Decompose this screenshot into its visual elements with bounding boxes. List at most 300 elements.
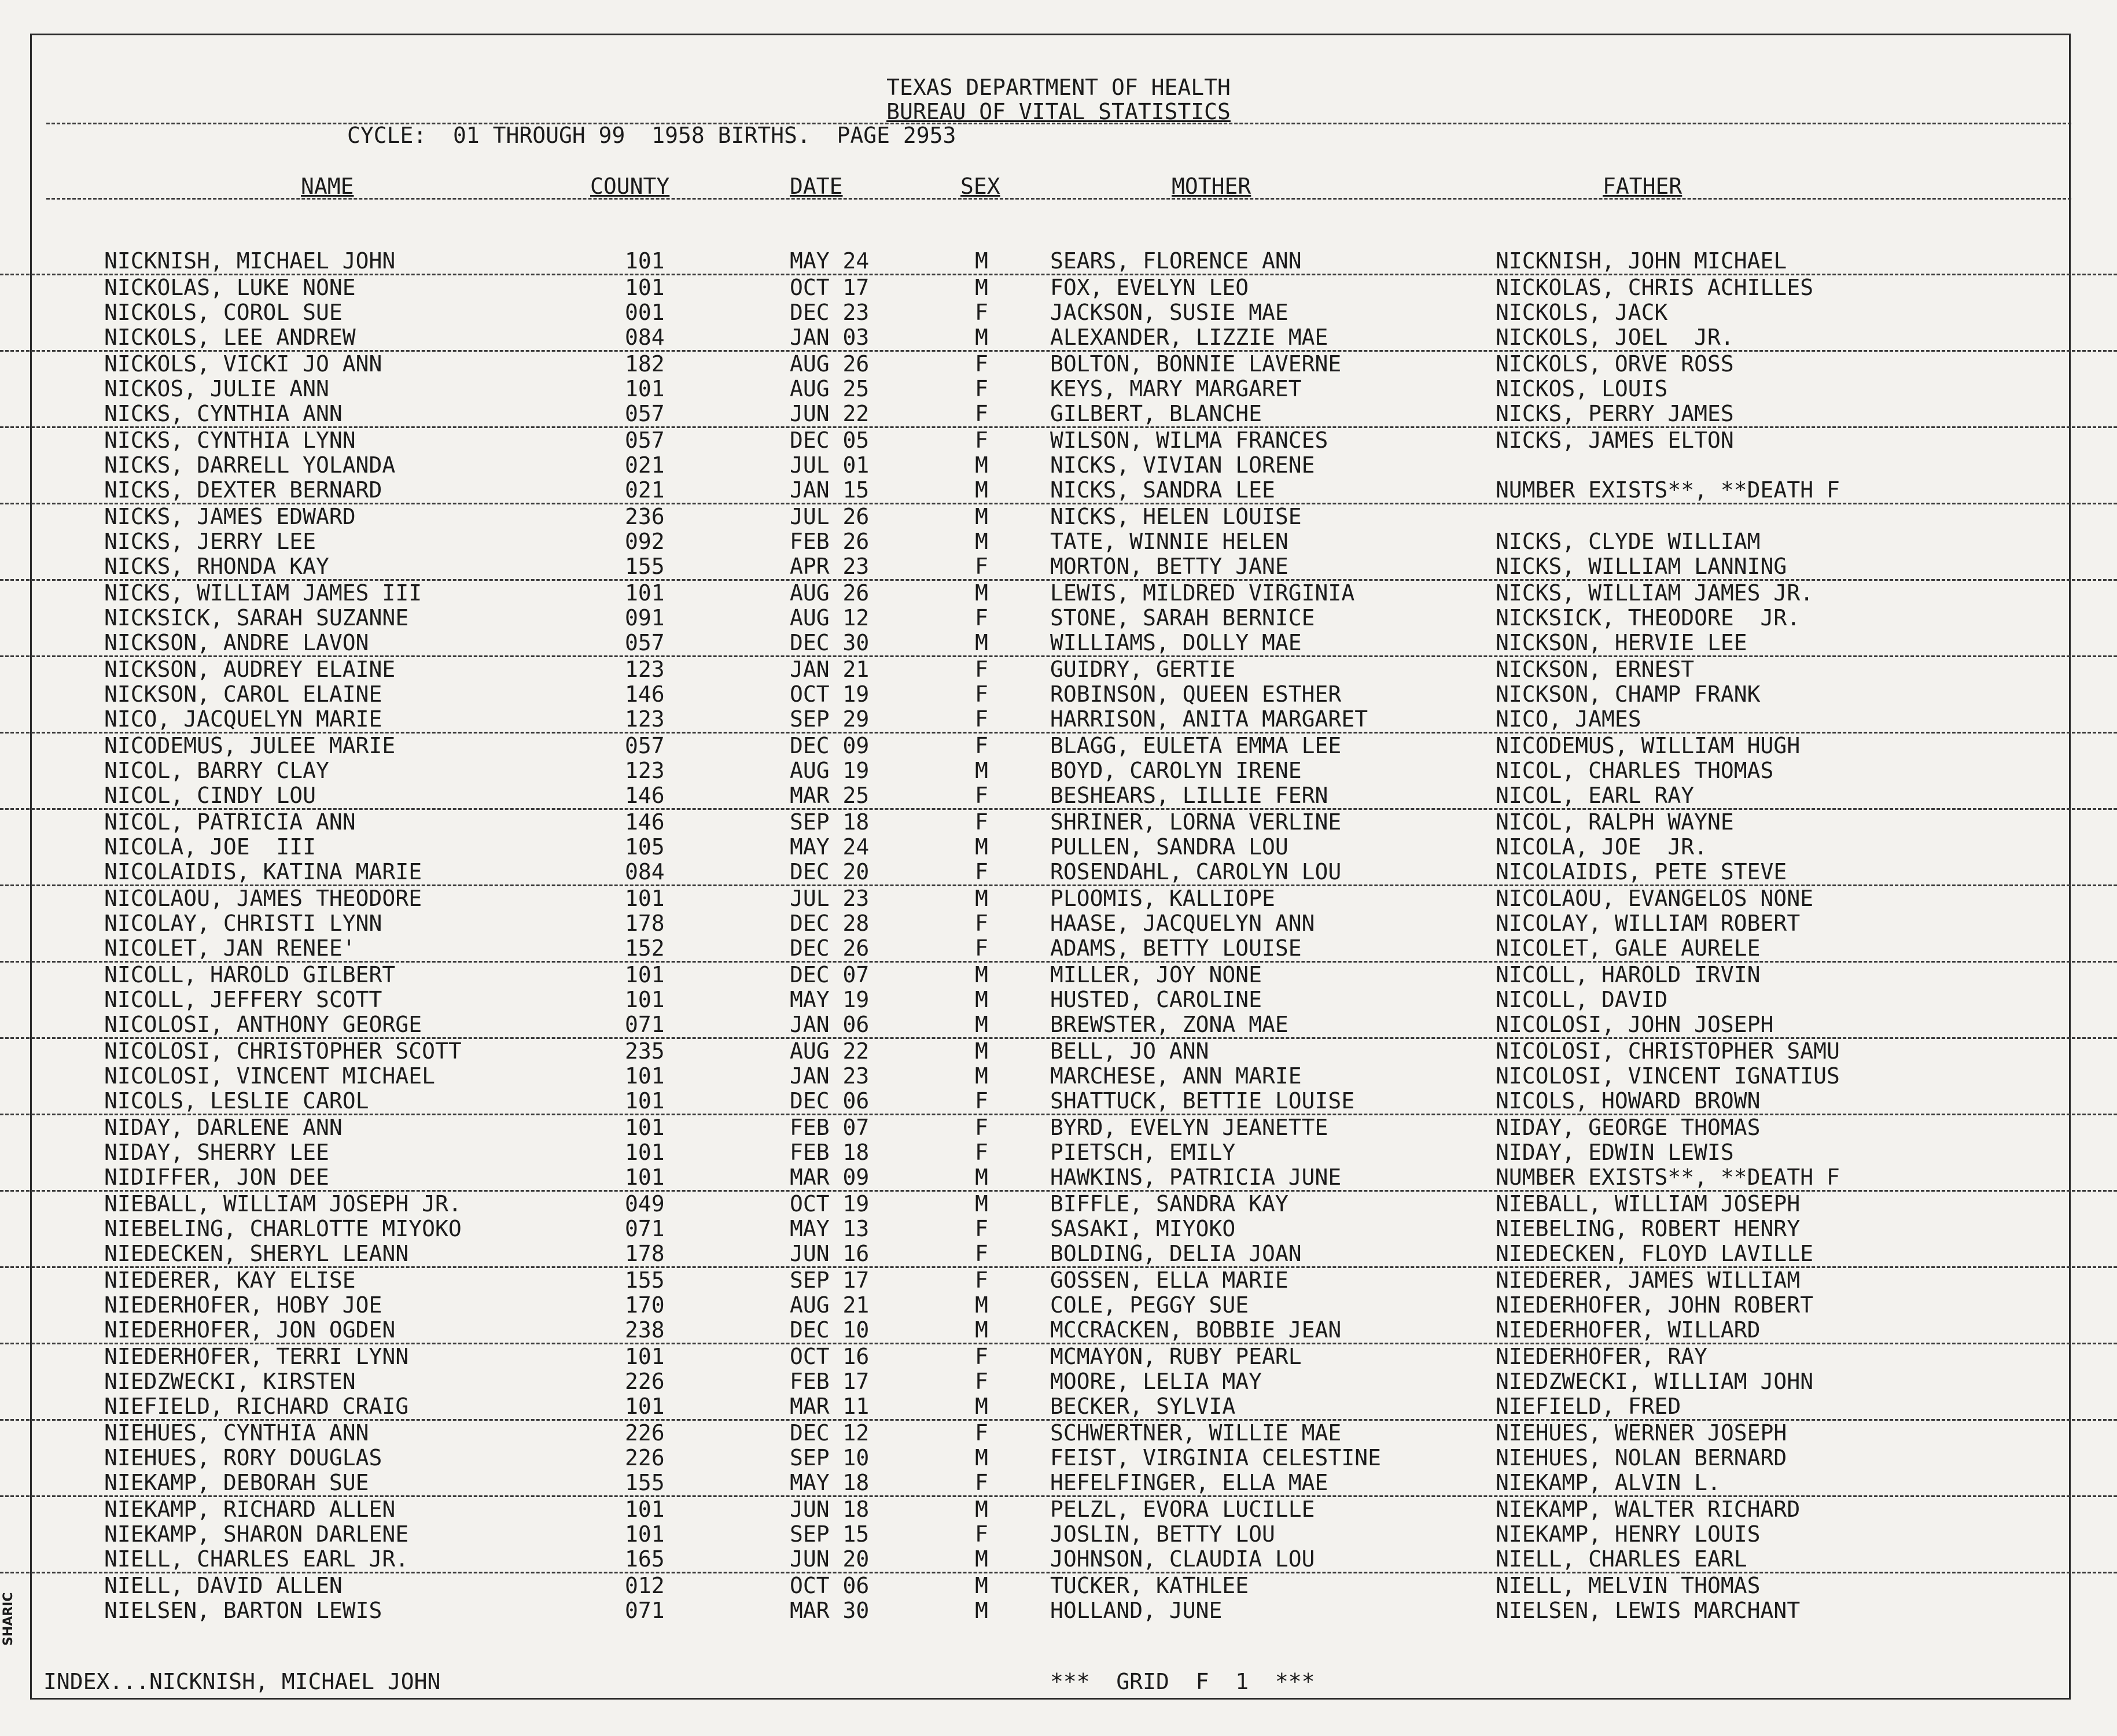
cell-name: NICKOLS, LEE ANDREW bbox=[104, 325, 356, 350]
cell-date: DEC 06 bbox=[790, 1088, 870, 1114]
cell-mother: HAWKINS, PATRICIA JUNE bbox=[1050, 1164, 1342, 1190]
table-row bbox=[0, 886, 2117, 911]
cell-date: AUG 21 bbox=[790, 1292, 870, 1318]
cell-date: AUG 26 bbox=[790, 351, 870, 377]
cell-mother: HUSTED, CAROLINE bbox=[1050, 987, 1262, 1012]
header-bureau: BUREAU OF VITAL STATISTICS bbox=[886, 99, 1231, 124]
cell-county: 123 bbox=[625, 706, 665, 732]
table-row bbox=[0, 657, 2117, 682]
cell-name: NIEKAMP, DEBORAH SUE bbox=[104, 1470, 369, 1495]
cell-father: NICOL, CHARLES THOMAS bbox=[1496, 758, 1774, 783]
cell-mother: BOLDING, DELIA JOAN bbox=[1050, 1241, 1302, 1266]
cell-county: 101 bbox=[625, 962, 665, 987]
cell-sex: F bbox=[975, 1470, 988, 1495]
cell-date: JUN 18 bbox=[790, 1497, 870, 1522]
cell-mother: JACKSON, SUSIE MAE bbox=[1050, 300, 1288, 325]
cell-father: NIELSEN, LEWIS MARCHANT bbox=[1496, 1598, 1801, 1623]
cell-county: 123 bbox=[625, 758, 665, 783]
cell-date: MAY 24 bbox=[790, 834, 870, 860]
cell-county: 101 bbox=[625, 1164, 665, 1190]
cell-date: MAY 19 bbox=[790, 987, 870, 1012]
cell-name: NIEDERHOFER, TERRI LYNN bbox=[104, 1344, 409, 1369]
cell-county: 170 bbox=[625, 1292, 665, 1318]
cell-mother: NICKS, SANDRA LEE bbox=[1050, 477, 1275, 503]
cell-date: SEP 10 bbox=[790, 1445, 870, 1470]
cell-name: NICKOLS, COROL SUE bbox=[104, 300, 343, 325]
table-row bbox=[0, 1421, 2117, 1446]
cell-date: DEC 05 bbox=[790, 427, 870, 453]
cell-name: NIEDZWECKI, KIRSTEN bbox=[104, 1369, 356, 1394]
cell-county: 057 bbox=[625, 733, 665, 758]
table-row bbox=[0, 1039, 2117, 1064]
cell-father: NICOLAOU, EVANGELOS NONE bbox=[1496, 886, 1814, 911]
cell-father: NIEKAMP, HENRY LOUIS bbox=[1496, 1521, 1761, 1547]
cell-sex: F bbox=[975, 1420, 988, 1446]
cell-mother: PIETSCH, EMILY bbox=[1050, 1140, 1236, 1165]
table-row bbox=[0, 352, 2117, 377]
cell-county: 182 bbox=[625, 351, 665, 377]
cell-sex: M bbox=[975, 325, 988, 350]
cell-county: 071 bbox=[625, 1012, 665, 1037]
cell-sex: F bbox=[975, 911, 988, 936]
cell-father: NIEKAMP, WALTER RICHARD bbox=[1496, 1497, 1801, 1522]
table-row bbox=[0, 1470, 2117, 1497]
cell-county: 057 bbox=[625, 401, 665, 426]
cell-date: JAN 03 bbox=[790, 325, 870, 350]
cell-date: MAR 11 bbox=[790, 1394, 870, 1419]
cell-name: NICOLA, JOE III bbox=[104, 834, 316, 860]
cell-date: MAY 18 bbox=[790, 1470, 870, 1495]
cell-date: JUL 26 bbox=[790, 504, 870, 529]
table-row bbox=[0, 963, 2117, 987]
cell-mother: BELL, JO ANN bbox=[1050, 1038, 1209, 1064]
cell-mother: MARCHESE, ANN MARIE bbox=[1050, 1063, 1302, 1089]
cell-sex: F bbox=[975, 1369, 988, 1394]
cell-mother: FOX, EVELYN LEO bbox=[1050, 275, 1249, 300]
table-row bbox=[0, 1497, 2117, 1522]
cell-father: NIEBALL, WILLIAM JOSEPH bbox=[1496, 1191, 1801, 1217]
cell-name: NIEHUES, RORY DOUGLAS bbox=[104, 1445, 382, 1470]
cell-date: JUN 16 bbox=[790, 1241, 870, 1266]
cell-sex: F bbox=[975, 554, 988, 579]
cell-father: NIDAY, GEORGE THOMAS bbox=[1496, 1115, 1761, 1140]
table-row bbox=[0, 1165, 2117, 1192]
cell-father: NICOLL, DAVID bbox=[1496, 987, 1668, 1012]
cell-father: NICKSON, ERNEST bbox=[1496, 657, 1695, 682]
cell-county: 049 bbox=[625, 1191, 665, 1217]
cell-mother: ROSENDAHL, CAROLYN LOU bbox=[1050, 859, 1342, 884]
cell-name: NIEDERHOFER, JON OGDEN bbox=[104, 1317, 396, 1343]
cell-date: FEB 26 bbox=[790, 529, 870, 554]
table-row bbox=[0, 1241, 2117, 1268]
cell-father: NICOLL, HAROLD IRVIN bbox=[1496, 962, 1761, 987]
table-row bbox=[0, 300, 2117, 325]
cell-mother: FEIST, VIRGINIA CELESTINE bbox=[1050, 1445, 1381, 1470]
cell-name: NICOLL, HAROLD GILBERT bbox=[104, 962, 396, 987]
cell-mother: WILLIAMS, DOLLY MAE bbox=[1050, 630, 1302, 655]
cell-county: 226 bbox=[625, 1420, 665, 1446]
cell-sex: M bbox=[975, 758, 988, 783]
cell-name: NICKS, DEXTER BERNARD bbox=[104, 477, 382, 503]
table-row bbox=[0, 453, 2117, 478]
cell-county: 021 bbox=[625, 452, 665, 478]
cell-sex: F bbox=[975, 605, 988, 631]
cell-county: 071 bbox=[625, 1216, 665, 1241]
cell-county: 146 bbox=[625, 783, 665, 808]
cell-father: NICOLA, JOE JR. bbox=[1496, 834, 1708, 860]
cell-date: DEC 20 bbox=[790, 859, 870, 884]
cell-mother: HAASE, JACQUELYN ANN bbox=[1050, 911, 1315, 936]
cell-county: 238 bbox=[625, 1317, 665, 1343]
cell-father: NICOLET, GALE AURELE bbox=[1496, 935, 1761, 961]
cell-sex: M bbox=[975, 504, 988, 529]
cell-sex: M bbox=[975, 1394, 988, 1419]
cell-date: AUG 12 bbox=[790, 605, 870, 631]
cell-sex: F bbox=[975, 300, 988, 325]
cell-name: NICOLAOU, JAMES THEODORE bbox=[104, 886, 422, 911]
cell-name: NICOLOSI, VINCENT MICHAEL bbox=[104, 1063, 435, 1089]
table-row bbox=[0, 707, 2117, 734]
cell-mother: SHRINER, LORNA VERLINE bbox=[1050, 809, 1342, 835]
table-row bbox=[0, 1115, 2117, 1140]
cell-name: NIEHUES, CYNTHIA ANN bbox=[104, 1420, 369, 1446]
cell-name: NIEKAMP, RICHARD ALLEN bbox=[104, 1497, 396, 1522]
table-row bbox=[0, 911, 2117, 936]
cell-name: NICKS, RHONDA KAY bbox=[104, 554, 329, 579]
cell-mother: GILBERT, BLANCHE bbox=[1050, 401, 1262, 426]
cell-county: 178 bbox=[625, 911, 665, 936]
cell-date: SEP 15 bbox=[790, 1521, 870, 1547]
cell-mother: PELZL, EVORA LUCILLE bbox=[1050, 1497, 1315, 1522]
cell-father: NICKSON, HERVIE LEE bbox=[1496, 630, 1747, 655]
cell-father: NICKNISH, JOHN MICHAEL bbox=[1496, 248, 1787, 274]
cell-name: NICKNISH, MICHAEL JOHN bbox=[104, 248, 396, 274]
cell-father: NIEHUES, WERNER JOSEPH bbox=[1496, 1420, 1787, 1446]
cell-father: NICOL, RALPH WAYNE bbox=[1496, 809, 1734, 835]
cell-county: 101 bbox=[625, 580, 665, 606]
cell-date: FEB 17 bbox=[790, 1369, 870, 1394]
table-row bbox=[0, 1547, 2117, 1573]
table-row bbox=[0, 734, 2117, 758]
table-row bbox=[0, 478, 2117, 504]
side-mark: SHARIC bbox=[1, 1592, 16, 1646]
cell-county: 178 bbox=[625, 1241, 665, 1266]
cell-county: 101 bbox=[625, 1497, 665, 1522]
table-row bbox=[0, 504, 2117, 529]
cell-county: 101 bbox=[625, 886, 665, 911]
cell-sex: F bbox=[975, 427, 988, 453]
cell-date: AUG 19 bbox=[790, 758, 870, 783]
cell-county: 057 bbox=[625, 427, 665, 453]
cell-father: NICKOS, LOUIS bbox=[1496, 376, 1668, 401]
cell-county: 226 bbox=[625, 1369, 665, 1394]
cell-mother: MCCRACKEN, BOBBIE JEAN bbox=[1050, 1317, 1342, 1343]
cell-name: NIDAY, SHERRY LEE bbox=[104, 1140, 329, 1165]
cell-date: FEB 18 bbox=[790, 1140, 870, 1165]
cell-father: NICKS, JAMES ELTON bbox=[1496, 427, 1734, 453]
cell-name: NIEBELING, CHARLOTTE MIYOKO bbox=[104, 1216, 462, 1241]
cell-mother: NICKS, HELEN LOUISE bbox=[1050, 504, 1302, 529]
cell-date: JAN 21 bbox=[790, 657, 870, 682]
cell-mother: BYRD, EVELYN JEANETTE bbox=[1050, 1115, 1328, 1140]
cell-name: NICOLAIDIS, KATINA MARIE bbox=[104, 859, 422, 884]
cell-sex: M bbox=[975, 1191, 988, 1217]
cell-sex: M bbox=[975, 529, 988, 554]
cell-father: NICKS, WILLIAM LANNING bbox=[1496, 554, 1787, 579]
cell-father: NICOLOSI, CHRISTOPHER SAMU bbox=[1496, 1038, 1840, 1064]
table-row bbox=[0, 1064, 2117, 1089]
cell-sex: F bbox=[975, 1267, 988, 1293]
cell-sex: M bbox=[975, 248, 988, 274]
cell-date: DEC 10 bbox=[790, 1317, 870, 1343]
table-row bbox=[0, 325, 2117, 352]
cell-sex: F bbox=[975, 1521, 988, 1547]
table-row bbox=[0, 1268, 2117, 1293]
cell-mother: LEWIS, MILDRED VIRGINIA bbox=[1050, 580, 1355, 606]
cell-name: NICKSICK, SARAH SUZANNE bbox=[104, 605, 409, 631]
cell-sex: M bbox=[975, 1317, 988, 1343]
cell-father: NICOLOSI, VINCENT IGNATIUS bbox=[1496, 1063, 1840, 1089]
cell-father: NICKS, PERRY JAMES bbox=[1496, 401, 1734, 426]
cell-county: 084 bbox=[625, 859, 665, 884]
cell-name: NIEDERHOFER, HOBY JOE bbox=[104, 1292, 382, 1318]
cell-county: 071 bbox=[625, 1598, 665, 1623]
cell-mother: JOSLIN, BETTY LOU bbox=[1050, 1521, 1275, 1547]
cell-date: SEP 17 bbox=[790, 1267, 870, 1293]
cell-mother: MCMAYON, RUBY PEARL bbox=[1050, 1344, 1302, 1369]
cell-mother: KEYS, MARY MARGARET bbox=[1050, 376, 1302, 401]
cell-sex: F bbox=[975, 1241, 988, 1266]
cell-county: 101 bbox=[625, 1063, 665, 1089]
cell-mother: ALEXANDER, LIZZIE MAE bbox=[1050, 325, 1328, 350]
table-row bbox=[0, 377, 2117, 401]
cell-father: NICOLAIDIS, PETE STEVE bbox=[1496, 859, 1787, 884]
cell-mother: HOLLAND, JUNE bbox=[1050, 1598, 1223, 1623]
cell-sex: M bbox=[975, 1063, 988, 1089]
cell-sex: F bbox=[975, 733, 988, 758]
cell-name: NICOLS, LESLIE CAROL bbox=[104, 1088, 369, 1114]
cell-county: 155 bbox=[625, 1267, 665, 1293]
table-row bbox=[0, 1522, 2117, 1547]
cell-mother: BLAGG, EULETA EMMA LEE bbox=[1050, 733, 1342, 758]
table-row bbox=[0, 606, 2117, 631]
cell-mother: PLOOMIS, KALLIOPE bbox=[1050, 886, 1275, 911]
cell-county: 146 bbox=[625, 681, 665, 707]
cell-date: DEC 09 bbox=[790, 733, 870, 758]
table-row bbox=[0, 810, 2117, 835]
cell-date: MAY 13 bbox=[790, 1216, 870, 1241]
cell-father: NUMBER EXISTS**, **DEATH F bbox=[1496, 477, 1840, 503]
table-row bbox=[0, 249, 2117, 275]
cell-father: NIEDERHOFER, JOHN ROBERT bbox=[1496, 1292, 1814, 1318]
cell-county: 165 bbox=[625, 1546, 665, 1572]
cell-sex: M bbox=[975, 1012, 988, 1037]
cell-date: OCT 16 bbox=[790, 1344, 870, 1369]
cell-date: JAN 23 bbox=[790, 1063, 870, 1089]
cell-sex: F bbox=[975, 1088, 988, 1114]
cell-mother: MILLER, JOY NONE bbox=[1050, 962, 1262, 987]
cell-sex: M bbox=[975, 275, 988, 300]
cell-name: NICKOLAS, LUKE NONE bbox=[104, 275, 356, 300]
cell-county: 084 bbox=[625, 325, 665, 350]
cell-name: NIEBALL, WILLIAM JOSEPH JR. bbox=[104, 1191, 462, 1217]
cell-county: 155 bbox=[625, 554, 665, 579]
cell-father: NIEHUES, NOLAN BERNARD bbox=[1496, 1445, 1787, 1470]
table-row bbox=[0, 682, 2117, 707]
cell-sex: M bbox=[975, 987, 988, 1012]
cell-mother: MOORE, LELIA MAY bbox=[1050, 1369, 1262, 1394]
cell-father: NIDAY, EDWIN LEWIS bbox=[1496, 1140, 1734, 1165]
cell-date: JUN 22 bbox=[790, 401, 870, 426]
cell-county: 101 bbox=[625, 987, 665, 1012]
cell-sex: M bbox=[975, 477, 988, 503]
cell-county: 101 bbox=[625, 1140, 665, 1165]
cell-county: 105 bbox=[625, 834, 665, 860]
cell-mother: ADAMS, BETTY LOUISE bbox=[1050, 935, 1302, 961]
cell-county: 012 bbox=[625, 1573, 665, 1598]
table-row bbox=[0, 631, 2117, 657]
table-row bbox=[0, 1369, 2117, 1394]
footer-index: INDEX...NICKNISH, MICHAEL JOHN bbox=[43, 1669, 441, 1694]
cell-date: APR 23 bbox=[790, 554, 870, 579]
cell-date: DEC 26 bbox=[790, 935, 870, 961]
cell-sex: M bbox=[975, 452, 988, 478]
cell-name: NIELL, CHARLES EARL JR. bbox=[104, 1546, 409, 1572]
cell-sex: F bbox=[975, 401, 988, 426]
cell-name: NICODEMUS, JULEE MARIE bbox=[104, 733, 396, 758]
cell-father: NIEDERHOFER, RAY bbox=[1496, 1344, 1708, 1369]
cell-name: NICOLL, JEFFERY SCOTT bbox=[104, 987, 382, 1012]
cell-mother: COLE, PEGGY SUE bbox=[1050, 1292, 1249, 1318]
cell-father: NICKS, WILLIAM JAMES JR. bbox=[1496, 580, 1814, 606]
cell-date: MAR 25 bbox=[790, 783, 870, 808]
cell-date: OCT 17 bbox=[790, 275, 870, 300]
table-row bbox=[0, 1394, 2117, 1421]
cell-date: JAN 15 bbox=[790, 477, 870, 503]
cell-county: 235 bbox=[625, 1038, 665, 1064]
cell-mother: HEFELFINGER, ELLA MAE bbox=[1050, 1470, 1328, 1495]
column-header-mother: MOTHER bbox=[1172, 174, 1251, 199]
cell-name: NIDIFFER, JON DEE bbox=[104, 1164, 329, 1190]
cell-name: NICOL, CINDY LOU bbox=[104, 783, 316, 808]
table-row bbox=[0, 1089, 2117, 1115]
cell-date: JUN 20 bbox=[790, 1546, 870, 1572]
cell-father: NIEFIELD, FRED bbox=[1496, 1394, 1681, 1419]
cell-sex: M bbox=[975, 1292, 988, 1318]
cell-date: FEB 07 bbox=[790, 1115, 870, 1140]
cell-sex: F bbox=[975, 706, 988, 732]
cell-sex: M bbox=[975, 630, 988, 655]
cell-sex: M bbox=[975, 1598, 988, 1623]
cell-sex: F bbox=[975, 809, 988, 835]
table-row bbox=[0, 1192, 2117, 1217]
table-row bbox=[0, 1344, 2117, 1369]
cell-sex: M bbox=[975, 1573, 988, 1598]
cell-county: 001 bbox=[625, 300, 665, 325]
cell-county: 101 bbox=[625, 1394, 665, 1419]
divider bbox=[46, 198, 2071, 200]
cell-father: NICKOLAS, CHRIS ACHILLES bbox=[1496, 275, 1814, 300]
cell-date: DEC 28 bbox=[790, 911, 870, 936]
cell-name: NICOLET, JAN RENEE' bbox=[104, 935, 356, 961]
cell-name: NICKS, JERRY LEE bbox=[104, 529, 316, 554]
cell-county: 123 bbox=[625, 657, 665, 682]
cell-father: NIEBELING, ROBERT HENRY bbox=[1496, 1216, 1801, 1241]
cell-sex: M bbox=[975, 1445, 988, 1470]
table-row bbox=[0, 1598, 2117, 1623]
cell-name: NIELL, DAVID ALLEN bbox=[104, 1573, 343, 1598]
cell-name: NICKS, CYNTHIA LYNN bbox=[104, 427, 356, 453]
cell-sex: F bbox=[975, 935, 988, 961]
column-header-father: FATHER bbox=[1603, 174, 1682, 199]
cell-mother: MORTON, BETTY JANE bbox=[1050, 554, 1288, 579]
cell-name: NICOLOSI, ANTHONY GEORGE bbox=[104, 1012, 422, 1037]
cell-name: NICO, JACQUELYN MARIE bbox=[104, 706, 382, 732]
cell-father: NICKSON, CHAMP FRANK bbox=[1496, 681, 1761, 707]
table-row bbox=[0, 401, 2117, 428]
cell-name: NIEKAMP, SHARON DARLENE bbox=[104, 1521, 409, 1547]
footer-grid: *** GRID F 1 *** bbox=[1050, 1669, 1315, 1694]
cell-name: NIELSEN, BARTON LEWIS bbox=[104, 1598, 382, 1623]
cell-mother: SEARS, FLORENCE ANN bbox=[1050, 248, 1302, 274]
cell-name: NICKS, DARRELL YOLANDA bbox=[104, 452, 396, 478]
table-row bbox=[0, 1140, 2117, 1165]
cell-father: NIEDECKEN, FLOYD LAVILLE bbox=[1496, 1241, 1814, 1266]
cell-date: MAR 30 bbox=[790, 1598, 870, 1623]
cell-date: DEC 07 bbox=[790, 962, 870, 987]
cell-father: NICO, JAMES bbox=[1496, 706, 1641, 732]
cell-name: NIEDECKEN, SHERYL LEANN bbox=[104, 1241, 409, 1266]
cell-father: NICKOLS, JACK bbox=[1496, 300, 1668, 325]
cell-county: 236 bbox=[625, 504, 665, 529]
cell-father: NIEDZWECKI, WILLIAM JOHN bbox=[1496, 1369, 1814, 1394]
cell-date: SEP 29 bbox=[790, 706, 870, 732]
cell-sex: M bbox=[975, 1546, 988, 1572]
table-row bbox=[0, 1012, 2117, 1039]
cell-county: 091 bbox=[625, 605, 665, 631]
cell-sex: F bbox=[975, 351, 988, 377]
cell-mother: SCHWERTNER, WILLIE MAE bbox=[1050, 1420, 1342, 1446]
cell-sex: M bbox=[975, 1164, 988, 1190]
column-header-sex: SEX bbox=[960, 174, 1000, 199]
cell-county: 101 bbox=[625, 1344, 665, 1369]
cell-name: NICKSON, ANDRE LAVON bbox=[104, 630, 369, 655]
cell-name: NIEFIELD, RICHARD CRAIG bbox=[104, 1394, 409, 1419]
cell-date: AUG 25 bbox=[790, 376, 870, 401]
cell-sex: M bbox=[975, 886, 988, 911]
cell-date: DEC 23 bbox=[790, 300, 870, 325]
cell-date: JUL 23 bbox=[790, 886, 870, 911]
cell-mother: BOLTON, BONNIE LAVERNE bbox=[1050, 351, 1342, 377]
cell-mother: SHATTUCK, BETTIE LOUISE bbox=[1050, 1088, 1355, 1114]
cell-father: NICKOLS, JOEL JR. bbox=[1496, 325, 1734, 350]
cell-date: JAN 06 bbox=[790, 1012, 870, 1037]
cell-mother: STONE, SARAH BERNICE bbox=[1050, 605, 1315, 631]
cell-sex: M bbox=[975, 962, 988, 987]
table-row bbox=[0, 783, 2117, 810]
column-header-date: DATE bbox=[790, 174, 843, 199]
cell-father: NICKSICK, THEODORE JR. bbox=[1496, 605, 1801, 631]
cell-father: NUMBER EXISTS**, **DEATH F bbox=[1496, 1164, 1840, 1190]
table-row bbox=[0, 1217, 2117, 1241]
table-row bbox=[0, 1446, 2117, 1470]
cell-father: NICKOLS, ORVE ROSS bbox=[1496, 351, 1734, 377]
cell-name: NIDAY, DARLENE ANN bbox=[104, 1115, 343, 1140]
cell-date: DEC 30 bbox=[790, 630, 870, 655]
cell-mother: BECKER, SYLVIA bbox=[1050, 1394, 1236, 1419]
cell-father: NIELL, CHARLES EARL bbox=[1496, 1546, 1747, 1572]
cell-name: NICKSON, AUDREY ELAINE bbox=[104, 657, 396, 682]
